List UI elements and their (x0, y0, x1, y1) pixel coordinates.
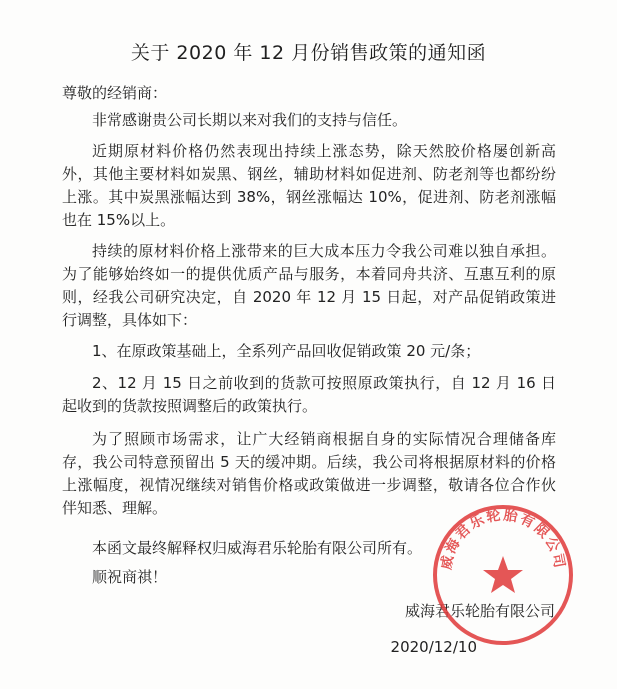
paragraph-interpretation: 本函文最终解释权归威海君乐轮胎有限公司所有。 (92, 539, 423, 557)
letter-title: 关于 2020 年 12 月份销售政策的通知函 (130, 42, 487, 64)
signature-company: 威海君乐轮胎有限公司 (404, 602, 555, 620)
paragraph-buffer-period: 为了照顾市场需求，让广大经销商根据自身的实际情况合理储备库存，我公司特意预留出 5 天的缓冲期。后续，我公司将根据原材料的价格上涨幅度，视情况继续对销售价格或政策做进一步调整，敬请各位合作伙伴知悉、理解。 (62, 430, 556, 517)
paragraph-policy-decision: 持续的原材料价格上涨带来的巨大成本压力令我公司难以独自承担。为了能够始终如一的提供优质产品与服务，本着同舟共济、互惠互利的原则，经我公司研究决定，自 2020 年 12 月 15 日起，对产品促销政策进行调整，具体如下： (62, 242, 556, 329)
policy-item-1: 1、在原政策基础上，全系列产品回收促销政策 20 元/条； (92, 342, 481, 360)
seal-ring-text: 威海君乐轮胎有限公司 (438, 507, 568, 572)
paragraph-material-prices: 近期原材料价格仍然表现出持续上涨态势，除天然胶价格屡创新高外，其他主要材料如炭黑、钢丝，辅助材料如促进剂、防老剂等也都纷纷上涨。其中炭黑涨幅达到 38%，钢丝涨幅达 10%，促进剂、防老剂涨幅也在 15%以上。 (62, 142, 556, 229)
letter-date: 2020/12/10 (390, 638, 477, 656)
paragraph-thanks: 非常感谢贵公司长期以来对我们的支持与信任。 (92, 111, 408, 129)
policy-item-2: 2、12 月 15 日之前收到的货款可按照原政策执行，自 12 月 16 日起收到的货款按照调整后的政策执行。 (62, 374, 556, 415)
closing-greeting: 顺祝商祺！ (92, 568, 168, 586)
salutation: 尊敬的经销商： (62, 84, 168, 102)
